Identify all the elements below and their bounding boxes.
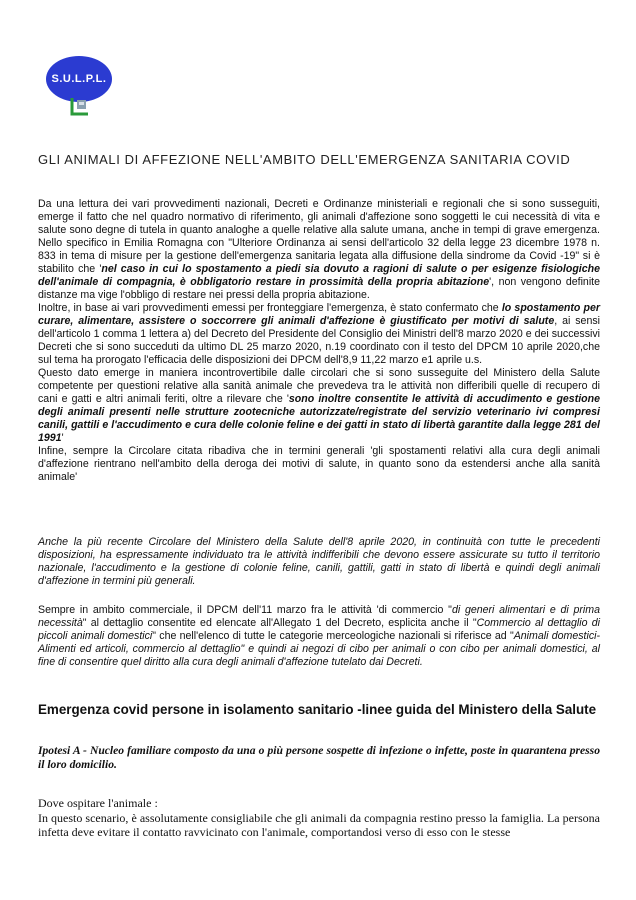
circular-note: Anche la più recente Circolare del Ministero della Salute dell'8 aprile 2020, in continuità con tutte le precedenti disposizioni, ha espressamente individuato tra le attività indifferibili che devono essere assicurate su tutto il territorio nazionale, l'accudimento e la gestione di colonie feline, canili, gattili, gatti in stato di libertà e quindi degli animali d'affezione in termini più generali. (38, 536, 600, 587)
paragraph: Inoltre, in base ai vari provvedimenti emessi per fronteggiare l'emergenza, è stato confermato che lo spostamento per curare, alimentare, assistere o soccorrere gli animali d'affezione è giustificato per motivi di salute, ai sensi dell'articolo 1 comma 1 lettera a) del Decreto del Presidente del Consiglio dei Ministri dell'8 marzo 2020 e dei successivi Decreti che si sono succeduti da ultimo DL 25 marzo 2020, n.19 coordinato con il testo del DPCM 10 aprile 2020,che sul tema ha prorogato l'efficacia delle disposizioni dei DPCM dell'8,9 11,22 marzo e1 aprile u.s. (38, 302, 600, 366)
intro-section (38, 198, 600, 484)
logo-emblem-icon (68, 98, 90, 118)
sulpl-logo (46, 56, 114, 116)
logo-badge (46, 56, 112, 102)
paragraph: Questo dato emerge in maniera incontrovertibile dalle circolari che si sono susseguite del Ministero della Salute competente per questioni relative alla sanità animale che prevedeva tra le attività non differibili quelle di recupero di cani e gatti e altri animali feriti, oltre a rilevare che 'sono inoltre consentite le attività di accudimento e gestione degli animali presenti nelle strutture zootecniche autorizzate/registrate del servizio veterinario ivi compresi canili, gattili e l'accudimento e cura delle colonie feline e dei gatti in stato di libertà garantite dalla legge 281 del 1991' (38, 367, 601, 444)
scenario-paragraph: In questo scenario, è assolutamente consigliabile che gli animali da compagnia restino presso la famiglia. La persona infetta deve evitare il contatto ravvicinato con l'animale, comportandosi verso di esso con le stesse (38, 811, 600, 839)
subheading-where: Dove ospitare l'animale : (38, 796, 158, 810)
hypothesis-text: Ipotesi A - Nucleo familiare composto da una o più persone sospette di infezione o infette, poste in quarantena presso il loro domicilio. (38, 744, 600, 771)
paragraph: Infine, sempre la Circolare citata ribadiva che in termini generali 'gli spostamenti relativi alla cura degli animali d'affezione rientrano nell'ambito della deroga dei motivi di salute, in quanto sono da estendersi anche alla sanità animale' (38, 445, 600, 483)
logo-text: S.U.L.P.L. (51, 73, 107, 85)
paragraph: Da una lettura dei vari provvedimenti nazionali, Decreti e Ordinanze ministeriali e regionali che si sono susseguiti, emerge il fatto che nel quadro normativo di riferimento, gli animali d'affezione sono soggetti le cui necessità di vita e salute sono degne di tutela in quanto analoghe a quelle relative alla salute umana, anche in tempi di grave emergenza. Nello specifico in Emilia Romagna con "Ulteriore Ordinanza ai sensi dell'articolo 32 della legge 23 dicembre 1978 n. 833 in tema di misure per la gestione dell'emergenza sanitaria legata alla diffusione della sindrome da Covid -19" si è stabilito che 'nel caso in cui lo spostamento a piedi sia dovuto a ragioni di salute o per esigenze fisiologiche dell'animale di compagnia, è obbligatorio restare in prossimità della propria abitazione', non vengono definite distanze ma vige l'obbligo di restare nei pressi della propria abitazione. (38, 198, 601, 301)
section-heading: Emergenza covid persone in isolamento sanitario -linee guida del Ministero della Salute (38, 702, 597, 717)
commercial-section: Sempre in ambito commerciale, il DPCM dell'11 marzo fra le attività 'di commercio "di generi alimentari e di prima necessità" al dettaglio consentite ed elencate all'Allegato 1 del Decreto, esplicita anche il "Commercio al dettaglio di piccoli animali domestici" che nell'elenco di tutte le categorie merceologiche nazionali si riferisce ad "Animali domestici-Alimenti ed articoli, commercio al dettaglio" e quindi ai negozi di cibo per animali o con cibo per animali domestici, al fine di consentire quel diritto alla cura degli animali d'affezione tutelato dai Decreti. (38, 604, 600, 668)
document-title: GLI ANIMALI DI AFFEZIONE NELL'AMBITO DELL'EMERGENZA SANITARIA COVID (38, 152, 571, 167)
